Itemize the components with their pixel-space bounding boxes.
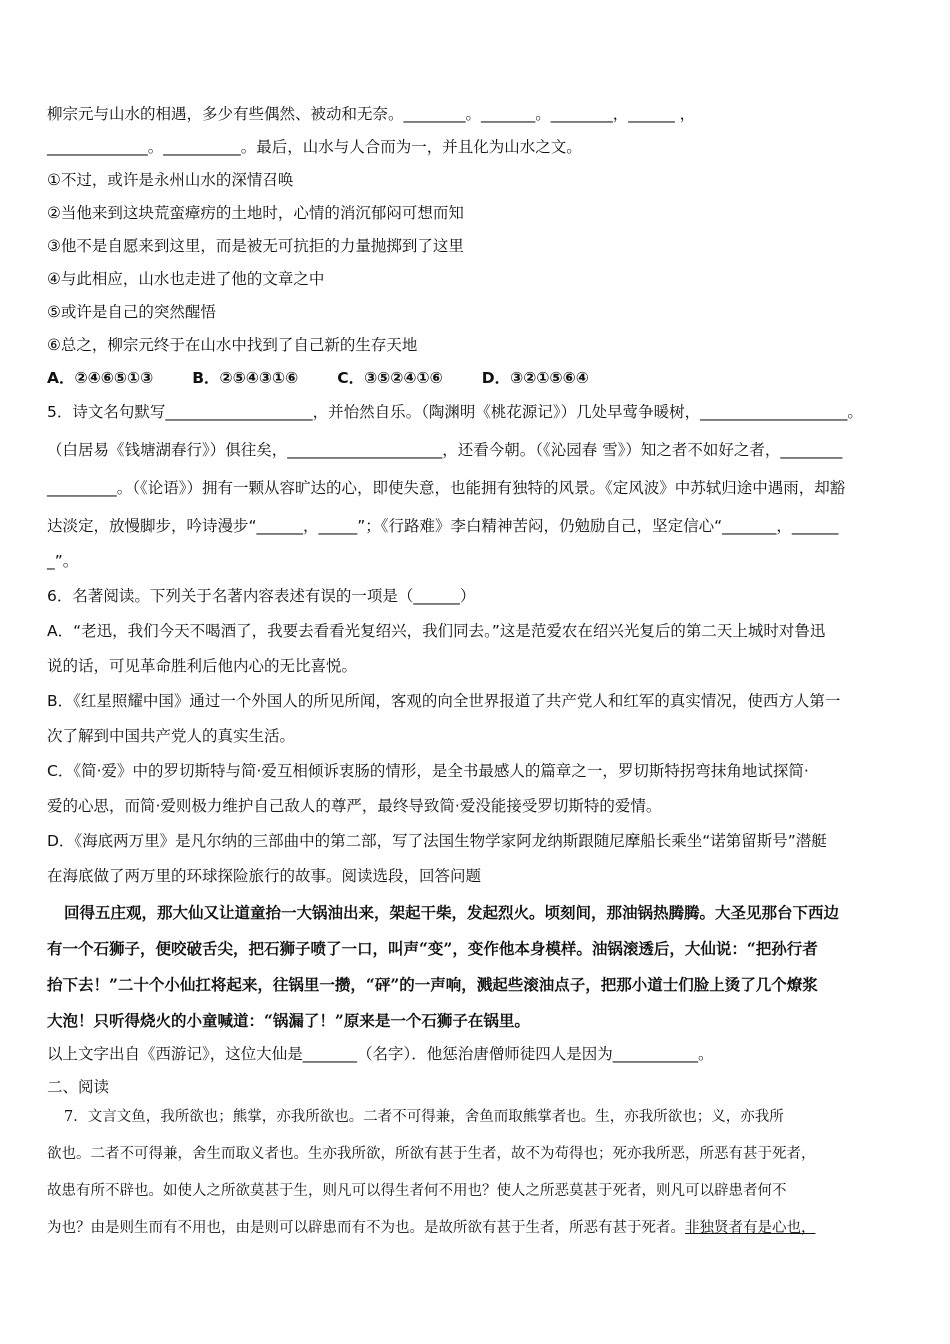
q6-passage-line-1: 回得五庄观，那大仙又让道童抬一大锅油出来，架起干柴，发起烈火。顷刻间，那油锅热腾腾。大圣见那台下西边 [64,903,840,922]
q4-option-c: C．③⑤②④①⑥ [337,369,443,387]
q7-line-2: 欲也。二者不可得兼，舍生而取义者也。生亦我所欲，所欲有甚于生者，故不为苟得也；死亦我所恶，所恶有甚于死者， [47,1146,816,1162]
q5-line-1: 5．诗文名句默写___________________，并怡然自乐。（陶渊明《桃花源记》）几处早莺争暖树，___________________。 [47,403,863,421]
q4-options [47,367,623,389]
section-heading-reading: 二、阅读 [47,1078,110,1096]
q6-question: 6．名著阅读。下列关于名著内容表述有误的一项是（______） [47,587,476,605]
q7-underlined-text: 非独贤者有是心也， [685,1220,816,1236]
q6-option-a-line-2: 说的话，可见革命胜利后他内心的无比喜悦。 [47,657,358,675]
q6-option-c-line-2: 爱的心思，而简·爱则极力维护自己敌人的尊严，最终导致简·爱没能接受罗切斯特的爱情。 [47,797,662,815]
q4-option-d: D．③②①⑤⑥④ [481,369,589,387]
q6-option-c-line-1: C．《简·爱》中的罗切斯特与简·爱互相倾诉衷肠的情形，是全书最感人的篇章之一，罗切斯特拐弯抹角地试探简· [47,762,809,780]
q4-intro-line-2: _____________。__________。最后，山水与人合而为一，并且化为山水之文。 [47,138,582,156]
q7-line-1: 7．文言文鱼，我所欲也；熊掌，亦我所欲也。二者不可得兼，舍鱼而取熊掌者也。生，亦我所欲也；义，亦我所 [64,1109,784,1125]
q6-option-d-line-2: 在海底做了两万里的环球探险旅行的故事。阅读选段，回答问题 [47,867,482,885]
q4-item-2: ②当他来到这块荒蛮瘴疠的土地时，心情的消沉郁闷可想而知 [47,204,464,222]
q5-line-3: _________。（《论语》）拥有一颗从容旷达的心，即使失意，也能拥有独特的风景。《定风波》中苏轼归途中遇雨，却豁 [47,479,846,497]
q4-item-3: ③他不是自愿来到这里，而是被无可抗拒的力量抛掷到了这里 [47,237,464,255]
q5-line-4: 达淡定，放慢脚步，吟诗漫步“______，_____”；《行路难》李白精神苦闷，仍勉励自己，坚定信心“_______，______ [47,517,839,535]
q6-option-a-line-1: A．“老迅，我们今天不喝酒了，我要去看看光复绍兴，我们同去。”这是范爱农在绍兴光复后的第二天上城时对鲁迅 [47,622,826,640]
q4-option-a: A．②④⑥⑤①③ [47,369,154,387]
q4-item-1: ①不过，或许是永州山水的深情召唤 [47,171,294,189]
q6-passage-line-4: 大泡！只听得烧火的小童喊道：“锅漏了！”原来是一个石狮子在锅里。 [47,1011,530,1030]
q4-item-4: ④与此相应，山水也走进了他的文章之中 [47,270,325,288]
q6-sub-question: 以上文字出自《西游记》，这位大仙是_______（名字）．他惩治唐僧师徒四人是因为___________。 [47,1045,714,1063]
q6-passage-line-2: 有一个石狮子，便咬破舌尖，把石狮子喷了一口，叫声“变”，变作他本身模样。油锅滚透后，大仙说：“把孙行者 [47,939,818,958]
q4-item-6: ⑥总之，柳宗元终于在山水中找到了自己新的生存天地 [47,336,418,354]
q4-intro-line-1: 柳宗元与山水的相遇，多少有些偶然、被动和无奈。________。_______。________，______ ， [47,105,696,123]
q7-line-3: 故患有所不辟也。如使人之所欲莫甚于生，则凡可以得生者何不用也？使人之所恶莫甚于死者，则凡可以辟患者何不 [47,1183,787,1199]
q5-line-5: _”。 [47,552,79,570]
q6-option-b-line-2: 次了解到中国共产党人的真实生活。 [47,727,296,745]
q5-line-2: （白居易《钱塘湖春行》）俱往矣，____________________，还看今朝。（《沁园春 雪》）知之者不如好之者，________ [47,441,843,459]
q6-option-d-line-1: D．《海底两万里》是凡尔纳的三部曲中的第二部，写了法国生物学家阿龙纳斯跟随尼摩船长乘坐“诺第留斯号”潜艇 [47,832,827,850]
q4-option-b: B．②⑤④③①⑥ [192,369,299,387]
q7-line-4-text: 为也？由是则生而有不用也，由是则可以辟患而有不为也。是故所欲有甚于生者，所恶有甚于死者。 [47,1220,685,1236]
q4-item-5: ⑤或许是自己的突然醒悟 [47,303,216,321]
q6-option-b-line-1: B．《红星照耀中国》通过一个外国人的所见所闻，客观的向全世界报道了共产党人和红军的真实情况，使西方人第一 [47,692,841,710]
q7-line-4 [47,1217,816,1239]
q6-passage-line-3: 抬下去！”二十个小仙扛将起来，往锅里一攒，“砰”的一声响，溅起些滚油点子，把那小道士们脸上烫了几个燎浆 [47,975,818,994]
